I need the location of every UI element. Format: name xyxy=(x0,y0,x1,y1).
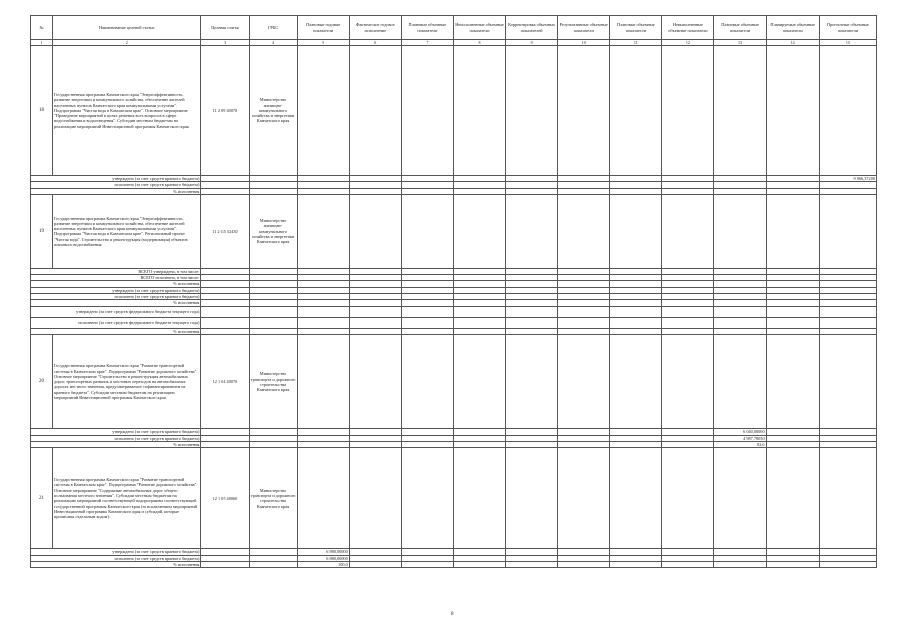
sub-row-label: утверждено (за счет средств краевого бюджета) xyxy=(31,549,201,555)
value-cell xyxy=(453,561,505,567)
value-cell xyxy=(662,335,714,429)
value-cell xyxy=(714,46,766,176)
value-cell xyxy=(766,335,819,429)
value-cell xyxy=(297,317,349,328)
value-cell: 6 040,00000 xyxy=(714,429,766,435)
grbs-name: Министерство жилищно-коммунального хозяйства и энергетики Камчатского края xyxy=(249,194,297,268)
col-number: 1 xyxy=(31,40,53,46)
sub-row-label: исполнено (за счет средств краевого бюджета) xyxy=(31,182,201,188)
col-number: 13 xyxy=(714,40,766,46)
value-cell xyxy=(558,306,610,317)
program-name: Государственная программа Камчатского края "Развитие транспортной системы в Камчатском крае". Подпрограмма "Развитие дорожного хозяйства". Основное мероприятие "Строительство и реконструкция автомобильных дорог, транспортных развязок и мостовых переходов на автомобильных дорогах местного значения, предусматриваемое софинансированием из краевого бюджета". Субсидии местным бюджетам на реализацию мероприятий Инвестиционной программы Камчатского края xyxy=(53,335,201,429)
value-cell xyxy=(401,306,453,317)
sub-row-label: % исполнения xyxy=(31,441,201,447)
value-cell xyxy=(506,448,558,549)
value-cell xyxy=(610,194,662,268)
value-cell: 4 987,78050 xyxy=(714,435,766,441)
col-number: 6 xyxy=(349,40,401,46)
col-number: 10 xyxy=(558,40,610,46)
value-cell xyxy=(766,306,819,317)
value-cell xyxy=(249,561,297,567)
value-cell xyxy=(610,306,662,317)
table-row xyxy=(31,335,877,429)
row-number: 21 xyxy=(31,448,53,549)
value-cell xyxy=(819,561,876,567)
sub-row-label: ВСЕГО утверждено, в том числе: xyxy=(31,268,201,274)
table-row xyxy=(31,448,877,549)
value-cell xyxy=(662,561,714,567)
col-header: Плановые годовые показатели xyxy=(297,16,349,40)
value-cell xyxy=(610,335,662,429)
sub-row-label: утверждено (за счет средств краевого бюджета) xyxy=(31,429,201,435)
col-number: 7 xyxy=(401,40,453,46)
table-row xyxy=(31,46,877,176)
value-cell xyxy=(201,561,249,567)
value-cell xyxy=(714,561,766,567)
col-number: 14 xyxy=(766,40,819,46)
value-cell xyxy=(201,306,249,317)
value-cell xyxy=(819,194,876,268)
value-cell: 82,6 xyxy=(714,441,766,447)
row-number: 19 xyxy=(31,194,53,268)
value-cell xyxy=(297,448,349,549)
sub-row-label: исполнено (за счет средств федерального бюджета текущего года) xyxy=(31,317,201,328)
col-header: ГРБС xyxy=(249,16,297,40)
value-cell xyxy=(819,335,876,429)
value-cell xyxy=(714,317,766,328)
value-cell xyxy=(558,335,610,429)
value-cell xyxy=(401,335,453,429)
col-header: Целевая статья xyxy=(201,16,249,40)
sub-row-label: исполнено (за счет средств краевого бюджета) xyxy=(31,435,201,441)
target-code: 11 2 G5 52430 xyxy=(201,194,249,268)
sub-row xyxy=(31,306,877,317)
value-cell xyxy=(401,561,453,567)
program-name: Государственная программа Камчатского края "Развитие транспортной системы в Камчатском крае". Подпрограмма "Развитие дорожного хозяйства". Основное мероприятие "Содержание автомобильных дорог общего пользования местного значения". Субсидии местным бюджетам на реализацию мероприятий соответствующей подпрограммы соответствующей государственной программы Камчатского края (за исключением мероприятий Инвестиционной программы Камчатского края и субсидий, которые прописаны отдельным кодом). xyxy=(53,448,201,549)
value-cell xyxy=(766,561,819,567)
value-cell xyxy=(506,561,558,567)
col-number: 8 xyxy=(453,40,505,46)
value-cell xyxy=(506,317,558,328)
value-cell xyxy=(401,194,453,268)
value-cell xyxy=(610,448,662,549)
value-cell xyxy=(349,335,401,429)
value-cell xyxy=(558,561,610,567)
value-cell xyxy=(662,46,714,176)
col-header: Корректировка объемных показателей xyxy=(506,16,558,40)
row-number: 18 xyxy=(31,46,53,176)
col-header: Плановые объемные показатели xyxy=(610,16,662,40)
value-cell xyxy=(401,317,453,328)
value-cell xyxy=(453,194,505,268)
program-name: Государственная программа Камчатского края "Энергоэффективность, развитие энергетики и коммунального хозяйства, обеспечение жителей населенных пунктов Камчатского края коммунальными услугами". Подпрограмма "Чистая вода в Камчатском крае". Региональный проект "Чистая вода". Строительство и реконструкция (модернизация) объектов питьевого водоснабжения xyxy=(53,194,201,268)
value-cell xyxy=(714,335,766,429)
value-cell xyxy=(349,317,401,328)
value-cell: 100,0 xyxy=(297,561,349,567)
value-cell xyxy=(662,306,714,317)
sub-row-label: ВСЕГО исполнено, в том числе: xyxy=(31,275,201,281)
col-header: № xyxy=(31,16,53,40)
col-number: 3 xyxy=(201,40,249,46)
sub-row-label: % исполнения xyxy=(31,329,201,335)
col-number: 12 xyxy=(662,40,714,46)
grbs-name: Министерство жилищно-коммунального хозяйства и энергетики Камчатского края xyxy=(249,46,297,176)
col-header: Результативные объемные показатели xyxy=(558,16,610,40)
col-number: 9 xyxy=(506,40,558,46)
value-cell: 6 880,00000 xyxy=(297,555,349,561)
value-cell xyxy=(610,561,662,567)
value-cell xyxy=(401,448,453,549)
value-cell xyxy=(506,194,558,268)
sub-row-label: % исполнения xyxy=(31,300,201,306)
sub-row-label: % исполнения xyxy=(31,561,201,567)
value-cell xyxy=(349,561,401,567)
value-cell xyxy=(453,335,505,429)
value-cell xyxy=(297,335,349,429)
col-header: Прогнозные объемные показатели xyxy=(819,16,876,40)
col-number: 5 xyxy=(297,40,349,46)
target-code: 11 2 09 40070 xyxy=(201,46,249,176)
sub-row-label: % исполнения xyxy=(31,281,201,287)
value-cell xyxy=(249,317,297,328)
value-cell xyxy=(819,46,876,176)
value-cell xyxy=(297,306,349,317)
sub-row-label: исполнено (за счет средств краевого бюджета) xyxy=(31,555,201,561)
value-cell xyxy=(610,46,662,176)
value-cell xyxy=(349,194,401,268)
value-cell xyxy=(819,306,876,317)
target-code: 12 1 05 40060 xyxy=(201,448,249,549)
value-cell xyxy=(558,46,610,176)
value-cell xyxy=(506,306,558,317)
col-number: 4 xyxy=(249,40,297,46)
target-code: 12 1 04 40070 xyxy=(201,335,249,429)
value-cell xyxy=(453,317,505,328)
value-cell xyxy=(506,46,558,176)
value-cell xyxy=(766,46,819,176)
grbs-name: Министерство транспорта и дорожного строительства Камчатского края xyxy=(249,448,297,549)
value-cell xyxy=(766,448,819,549)
value-cell xyxy=(297,194,349,268)
value-cell xyxy=(662,194,714,268)
page-number: 8 xyxy=(451,612,454,617)
col-header: Планируемые объемные показатели xyxy=(766,16,819,40)
value-cell xyxy=(453,306,505,317)
sub-row-label: утверждено (за счет средств краевого бюджета) xyxy=(31,176,201,182)
value-cell xyxy=(819,448,876,549)
budget-table xyxy=(30,15,877,568)
value-cell xyxy=(558,194,610,268)
program-name: Государственная программа Камчатского края "Энергоэффективность, развитие энергетики и коммунального хозяйства, обеспечение жителей населенных пунктов Камчатского края коммунальными услугами". Подпрограмма "Чистая вода в Камчатском крае". Основное мероприятие "Проведение мероприятий в целях решения всех вопросов в сфере водоснабжения и водоотведения". Субсидии местным бюджетам на реализацию мероприятий Инвестиционной программы Камчатского края xyxy=(53,46,201,176)
value-cell xyxy=(201,317,249,328)
value-cell xyxy=(662,448,714,549)
grbs-name: Министерство транспорта и дорожного строительства Камчатского края xyxy=(249,335,297,429)
value-cell xyxy=(766,194,819,268)
header-row xyxy=(31,16,877,40)
sub-row xyxy=(31,317,877,328)
value-cell xyxy=(610,317,662,328)
value-cell xyxy=(714,194,766,268)
value-cell xyxy=(349,306,401,317)
value-cell xyxy=(349,46,401,176)
value-cell xyxy=(714,306,766,317)
value-cell xyxy=(297,46,349,176)
col-header: Фактическое годовое исполнение xyxy=(349,16,401,40)
document-sheet xyxy=(30,15,877,568)
value-cell xyxy=(558,448,610,549)
sub-row-label: утверждено (за счет средств краевого бюджета) xyxy=(31,287,201,293)
value-cell xyxy=(349,448,401,549)
col-header: Неисполненные объемные показатели xyxy=(453,16,505,40)
sub-row xyxy=(31,561,877,567)
value-cell xyxy=(558,317,610,328)
value-cell: 9 966,37200 xyxy=(819,176,876,182)
value-cell xyxy=(662,317,714,328)
col-number: 15 xyxy=(819,40,876,46)
value-cell: 6 880,00000 xyxy=(297,549,349,555)
value-cell xyxy=(766,317,819,328)
sub-row-label: исполнено (за счет средств краевого бюджета) xyxy=(31,294,201,300)
sub-row-label: утверждено (за счет средств федерального бюджета текущего года) xyxy=(31,306,201,317)
col-number: 2 xyxy=(53,40,201,46)
value-cell xyxy=(249,306,297,317)
value-cell xyxy=(506,335,558,429)
table-row xyxy=(31,194,877,268)
col-number: 11 xyxy=(610,40,662,46)
col-header: Наименование целевой статьи xyxy=(53,16,201,40)
sub-row-label: % исполнения xyxy=(31,188,201,194)
value-cell xyxy=(401,46,453,176)
row-number: 20 xyxy=(31,335,53,429)
col-header: Плановые объемные показатели xyxy=(714,16,766,40)
col-header: Плановые объемные показатели xyxy=(401,16,453,40)
col-header: Невыполненные объемные показатели xyxy=(662,16,714,40)
value-cell xyxy=(819,317,876,328)
value-cell xyxy=(453,448,505,549)
value-cell xyxy=(453,46,505,176)
value-cell xyxy=(714,448,766,549)
